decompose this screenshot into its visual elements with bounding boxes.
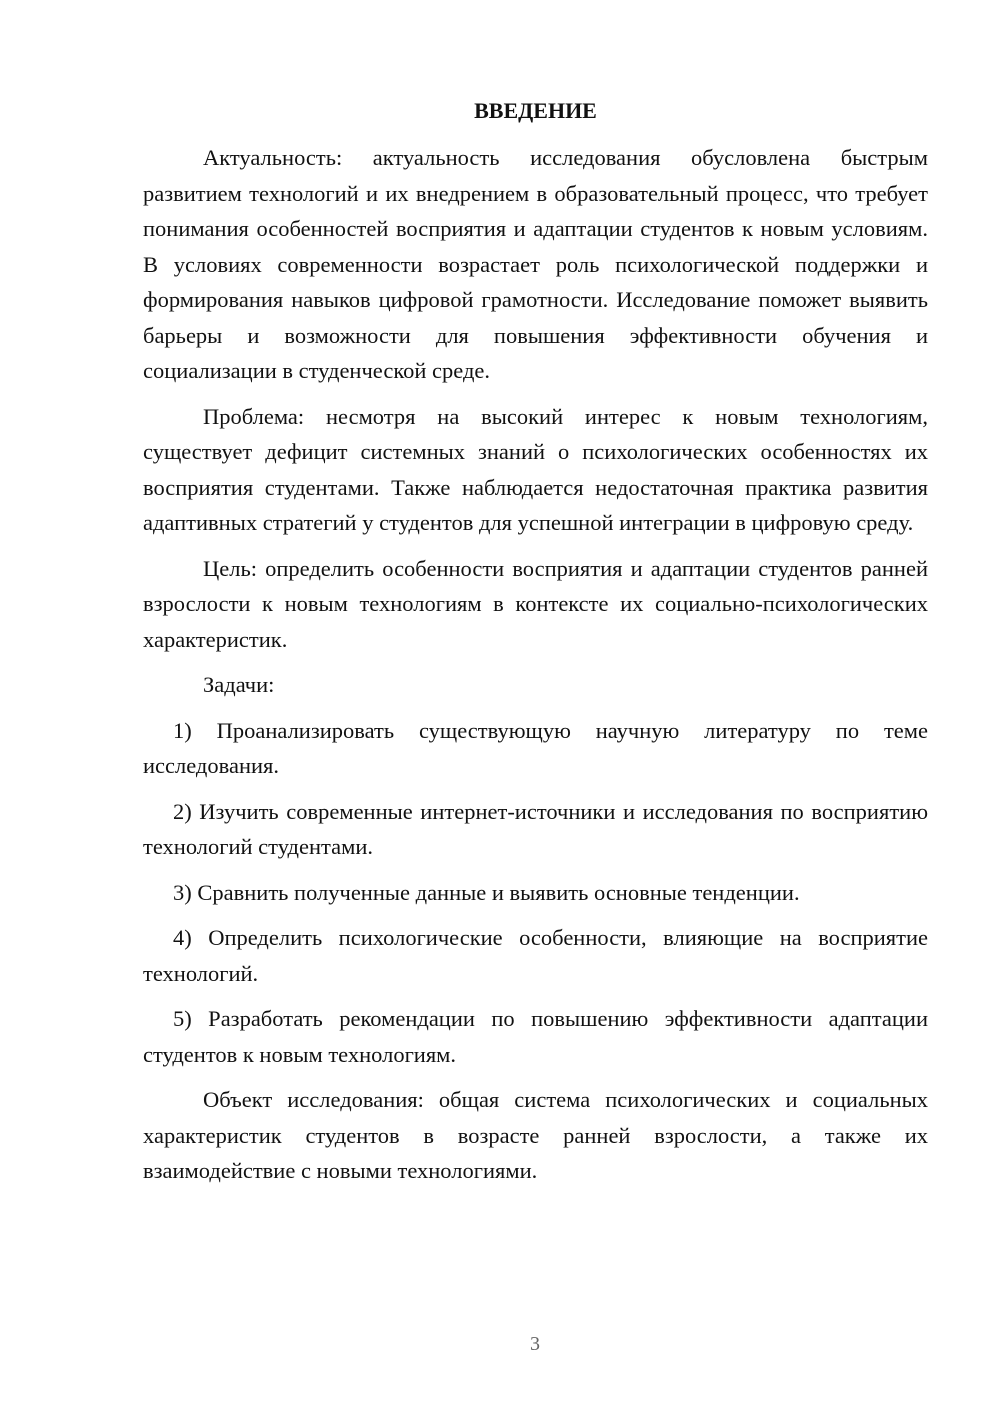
task-item-3: 3) Сравнить полученные данные и выявить основные тенденции. bbox=[173, 879, 800, 905]
tasks-label: Задачи: bbox=[203, 672, 275, 697]
task-item-2: 2) Изучить современные интернет-источники и исследования по восприятию технологий студентами. bbox=[143, 798, 928, 859]
document-body bbox=[143, 94, 928, 1189]
task-item-1: 1) Проанализировать существующую научную литературу по теме исследования. bbox=[143, 717, 928, 778]
task-item-5: 5) Разработать рекомендации по повышению эффективности адаптации студентов к новым технологиям. bbox=[143, 1006, 928, 1067]
section-heading: ВВЕДЕНИЕ bbox=[474, 98, 597, 123]
paragraph-object: Объект исследования: общая система психологических и социальных характеристик студентов в возрасте ранней взрослости, а также их взаимодействие с новыми технологиями. bbox=[143, 1087, 928, 1183]
paragraph-relevance: Актуальность: актуальность исследования обусловлена быстрым развитием технологий и их внедрением в образовательный процесс, что требует понимания особенностей восприятия и адаптации студентов к новым условиям. В условиях современности возрастает роль психологической поддержки и формирования навыков цифровой грамотности. Исследование поможет выявить барьеры и возможности для повышения эффективности обучения и социализации в студенческой среде. bbox=[143, 145, 928, 383]
paragraph-problem: Проблема: несмотря на высокий интерес к новым технологиям, существует дефицит системных знаний о психологических особенностях их восприятия студентами. Также наблюдается недостаточная практика развития адаптивных стратегий у студентов для успешной интеграции в цифровую среду. bbox=[143, 403, 928, 535]
paragraph-goal: Цель: определить особенности восприятия и адаптации студентов ранней взрослости к новым технологиям в контексте их социально-психологических характеристик. bbox=[143, 555, 928, 652]
page-number: 3 bbox=[530, 1333, 540, 1355]
task-item-4: 4) Определить психологические особенности, влияющие на восприятие технологий. bbox=[143, 925, 928, 986]
